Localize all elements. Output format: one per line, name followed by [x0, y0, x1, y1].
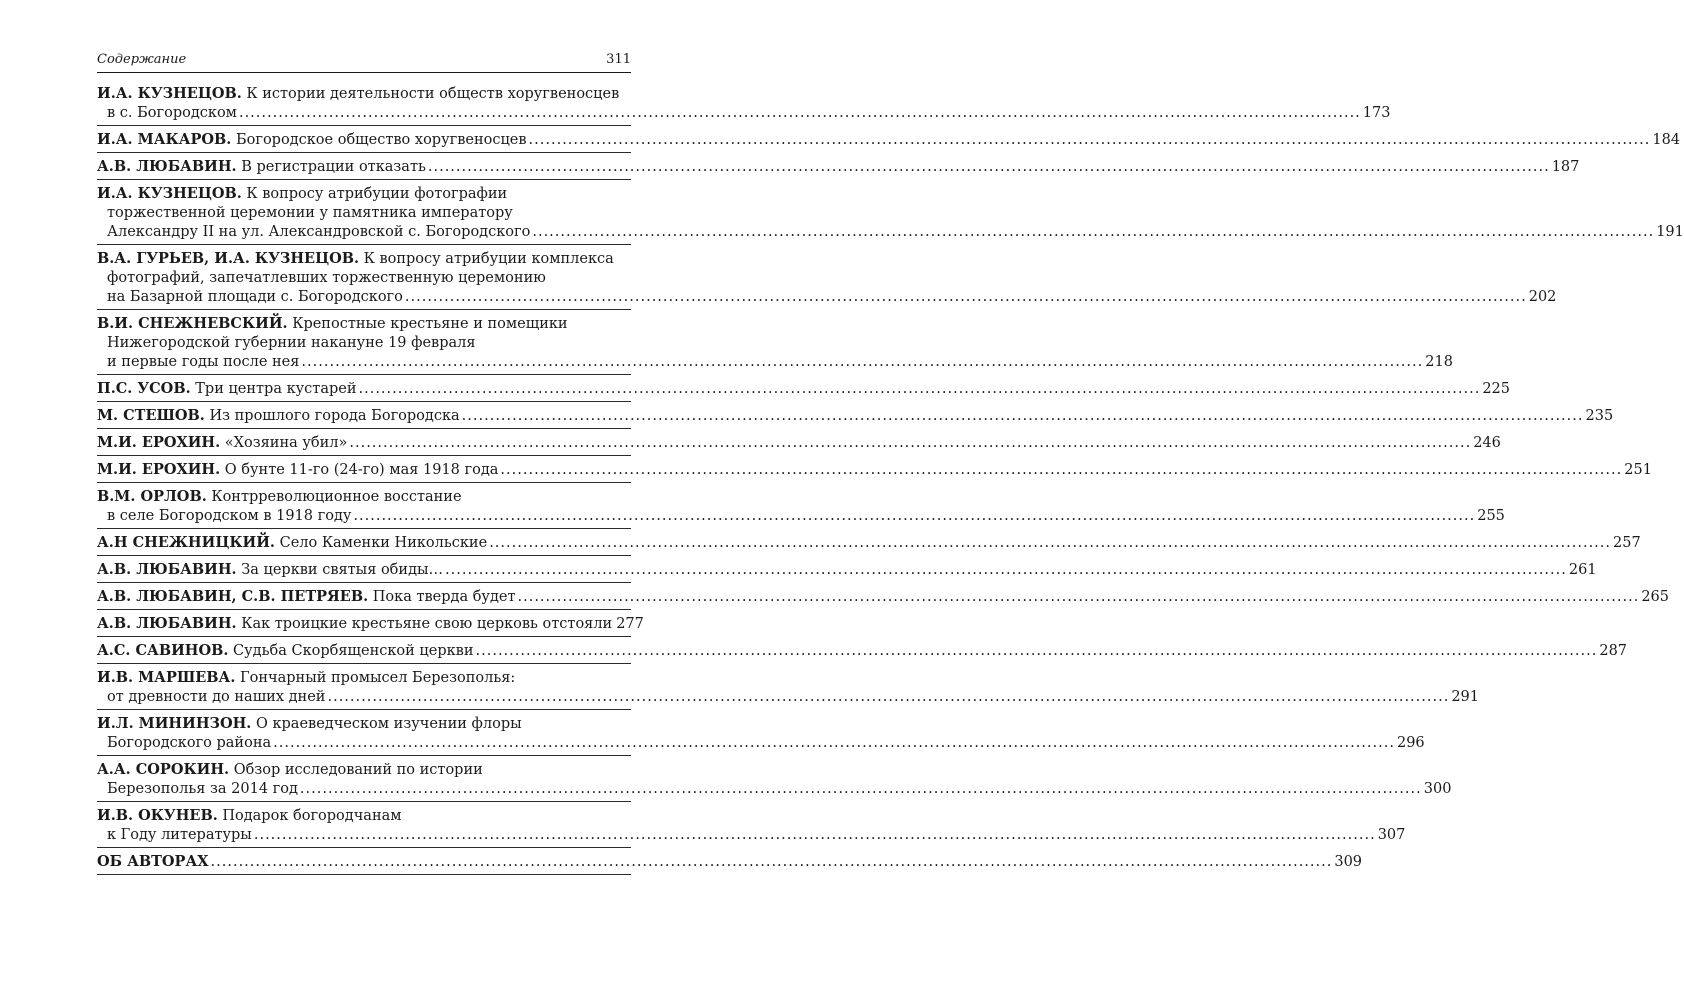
dot-leader: ........................................................................................................................................................................................................	[528, 132, 1651, 148]
toc-entry-page: 265	[1641, 589, 1670, 605]
toc-entry-title: и первые годы после нея	[107, 354, 300, 370]
toc-entry-title: Село Каменки Никольские	[279, 535, 488, 551]
toc-entry-title: Александру II на ул. Александровской с. Богородского	[107, 224, 531, 240]
toc-entry-author: М.И. ЕРОХИН.	[97, 434, 221, 451]
toc-entry-line	[97, 780, 1452, 799]
toc-entry-line	[97, 314, 631, 334]
dot-leader: ........................................................................................................................................................................................................	[500, 462, 1623, 478]
dot-leader: ........................................................................................................................................................................................................	[445, 562, 1567, 578]
toc-entry-author: А.А. СОРОКИН.	[97, 761, 230, 778]
toc-entry-line	[97, 734, 1425, 753]
toc-entry[interactable]	[97, 637, 1628, 664]
toc-entry-author: В.А. ГУРЬЕВ, И.А. КУЗНЕЦОВ.	[97, 250, 360, 267]
toc-entry[interactable]	[97, 848, 1363, 875]
toc-entry-page: 296	[1396, 735, 1425, 751]
toc-entry-title: к Году литературы	[107, 827, 252, 843]
toc-entry-line	[97, 334, 631, 353]
toc-entry[interactable]	[97, 80, 1391, 126]
toc-entry-line	[97, 433, 1501, 453]
toc-entry[interactable]	[97, 153, 1580, 180]
toc-entry-author: И.В. МАРШЕВА.	[97, 669, 236, 686]
toc-entry-title: Пока тверда будет	[372, 589, 516, 605]
dot-leader: ........................................................................................................................................................................................................	[327, 689, 1450, 705]
toc-entry-title: За церкви святыя обиды…	[241, 562, 444, 578]
toc-entry-author: И.В. ОКУНЕВ.	[97, 807, 218, 824]
dot-leader: ........................................................................................................................................................................................................	[301, 354, 1424, 370]
toc-entry-page: 307	[1377, 827, 1406, 843]
toc-entry-author: М. СТЕШОВ.	[97, 407, 205, 424]
dot-leader: ........................................................................................................................................................................................................	[404, 289, 1527, 305]
toc-entry-line	[97, 533, 1641, 553]
toc-entry-title: на Базарной площади с. Богородского	[107, 289, 403, 305]
toc-entry-line	[97, 249, 631, 269]
toc-entry[interactable]	[97, 402, 1614, 429]
dot-leader: ........................................................................................................................................................................................................	[517, 589, 1640, 605]
toc-entry-line	[97, 507, 1505, 526]
toc-entry[interactable]	[97, 610, 644, 637]
toc-entry[interactable]	[97, 583, 1670, 610]
toc-entry[interactable]	[97, 310, 1453, 375]
toc-entry-line	[97, 668, 631, 688]
header-rule	[97, 72, 631, 73]
toc-entry-author: А.В. ЛЮБАВИН.	[97, 561, 237, 578]
toc-entry-page: 309	[1334, 854, 1363, 870]
toc-entry-title: К вопросу атрибуции фотографии	[246, 186, 508, 202]
toc-entry-author: И.А. МАКАРОВ.	[97, 131, 232, 148]
toc-entry-page: 246	[1473, 435, 1501, 451]
toc-entry[interactable]	[97, 664, 1479, 710]
dot-leader: ........................................................................................................................................................................................................	[489, 535, 1612, 551]
toc-entry-author: А.Н СНЕЖНИЦКИЙ.	[97, 534, 275, 551]
toc-entry-page: 257	[1613, 535, 1641, 551]
toc-entry-title: фотографий, запечатлевших торжественную церемонию	[107, 270, 546, 286]
dot-leader: ........................................................................................................................................................................................................	[461, 408, 1584, 424]
toc-entry-line	[97, 269, 631, 288]
dot-leader: ........................................................................................................................................................................................................	[210, 854, 1333, 870]
dot-leader: ........................................................................................................................................................................................................	[358, 381, 1481, 397]
toc-entry-title: Обзор исследований по истории	[233, 762, 483, 778]
page-number: 311	[606, 52, 631, 67]
toc-entry-line	[97, 614, 644, 634]
toc-entry-line	[97, 379, 1511, 399]
toc-entry-line	[97, 806, 631, 826]
toc-entry[interactable]	[97, 126, 1681, 153]
toc-entry-title: Нижегородской губернии накануне 19 февраля	[107, 335, 476, 351]
toc-entry-title: Контрреволюционное восстание	[211, 489, 462, 505]
toc-entry-page: 255	[1477, 508, 1505, 524]
toc-entry-line	[97, 288, 1557, 307]
toc-entry-author: М.И. ЕРОХИН.	[97, 461, 221, 478]
table-of-contents	[97, 80, 1684, 875]
toc-entry-line	[97, 84, 631, 104]
dot-leader: ........................................................................................................................................................................................................	[353, 508, 1476, 524]
toc-entry[interactable]	[97, 756, 1452, 802]
toc-entry-title: Как троицкие крестьяне свою церковь отстояли	[241, 616, 613, 632]
dot-leader: ........................................................................................................................................................................................................	[349, 435, 1472, 451]
toc-entry-title: Березополья за 2014 год	[107, 781, 298, 797]
toc-entry-title: в селе Богородском в 1918 году	[107, 508, 352, 524]
toc-entry-page: 277	[616, 616, 644, 632]
toc-entry-page: 235	[1585, 408, 1614, 424]
toc-entry-line	[97, 760, 631, 780]
toc-entry-line	[97, 130, 1681, 150]
toc-entry-title: В регистрации отказать	[241, 159, 426, 175]
toc-entry-line	[97, 353, 1453, 372]
toc-entry-title: О краеведческом изучении флоры	[255, 716, 522, 732]
toc-entry-line	[97, 852, 1363, 872]
toc-entry-line	[97, 560, 1597, 580]
toc-entry-page: 225	[1482, 381, 1511, 397]
toc-entry-title: Три центра кустарей	[195, 381, 357, 397]
toc-entry[interactable]	[97, 802, 1406, 848]
dot-leader: ........................................................................................................................................................................................................	[475, 643, 1598, 659]
toc-entry-author: И.Л. МИНИНЗОН.	[97, 715, 252, 732]
toc-entry-page: 251	[1624, 462, 1652, 478]
toc-entry-page: 202	[1528, 289, 1557, 305]
toc-entry-title: от древности до наших дней	[107, 689, 326, 705]
toc-entry-author: ОБ АВТОРАХ	[97, 853, 209, 870]
toc-entry-line	[97, 714, 631, 734]
toc-entry-page: 218	[1425, 354, 1453, 370]
dot-leader: ........................................................................................................................................................................................................	[532, 224, 1655, 240]
toc-entry-page: 300	[1423, 781, 1452, 797]
toc-entry-line	[97, 826, 1406, 845]
toc-entry[interactable]	[97, 556, 1597, 583]
toc-entry[interactable]	[97, 529, 1641, 556]
dot-leader: ........................................................................................................................................................................................................	[273, 735, 1395, 751]
toc-entry-author: А.В. ЛЮБАВИН.	[97, 158, 237, 175]
dot-leader: ........................................................................................................................................................................................................	[238, 105, 1361, 121]
toc-entry-line	[97, 460, 1652, 480]
toc-entry-title: в с. Богородском	[107, 105, 237, 121]
toc-entry-line	[97, 641, 1628, 661]
toc-entry-title: Подарок богородчанам	[222, 808, 402, 824]
toc-entry-page: 184	[1652, 132, 1681, 148]
section-title: Содержание	[97, 52, 187, 67]
dot-leader: ........................................................................................................................................................................................................	[427, 159, 1550, 175]
toc-entry-page: 291	[1451, 689, 1479, 705]
toc-entry-line	[97, 157, 1580, 177]
toc-entry[interactable]	[97, 456, 1652, 483]
toc-entry-title: Гончарный промысел Березополья:	[240, 670, 516, 686]
toc-entry[interactable]	[97, 245, 1557, 310]
toc-entry-line	[97, 204, 631, 223]
toc-entry-line	[97, 487, 631, 507]
toc-entry-line	[97, 184, 631, 204]
toc-entry-title: Из прошлого города Богородска	[209, 408, 460, 424]
toc-entry-page: 187	[1551, 159, 1580, 175]
toc-entry-author: А.В. ЛЮБАВИН.	[97, 615, 237, 632]
toc-entry-page: 173	[1362, 105, 1391, 121]
toc-entry-author: И.А. КУЗНЕЦОВ.	[97, 185, 242, 202]
dot-leader: ........................................................................................................................................................................................................	[299, 781, 1422, 797]
toc-entry[interactable]	[97, 429, 1501, 456]
toc-entry-title: Богородского района	[107, 735, 272, 751]
toc-entry-title: Крепостные крестьяне и помещики	[292, 316, 568, 332]
toc-entry-author: П.С. УСОВ.	[97, 380, 191, 397]
toc-entry-author: В.И. СНЕЖНЕВСКИЙ.	[97, 315, 288, 332]
toc-entry-title: К истории деятельности обществ хоругвеносцев	[246, 86, 620, 102]
toc-entry-page: 261	[1568, 562, 1597, 578]
toc-entry-author: А.С. САВИНОВ.	[97, 642, 229, 659]
toc-entry-author: И.А. КУЗНЕЦОВ.	[97, 85, 242, 102]
toc-entry-line	[97, 587, 1670, 607]
toc-entry-title: Судьба Скорбященской церкви	[233, 643, 474, 659]
toc-entry-author: В.М. ОРЛОВ.	[97, 488, 207, 505]
running-header	[97, 52, 631, 72]
toc-entry-title: К вопросу атрибуции комплекса	[363, 251, 614, 267]
toc-entry-line	[97, 104, 1391, 123]
dot-leader: ........................................................................................................................................................................................................	[253, 827, 1376, 843]
toc-entry-line	[97, 406, 1614, 426]
toc-entry[interactable]	[97, 180, 1684, 245]
toc-entry-line	[97, 223, 1684, 242]
toc-entry[interactable]	[97, 483, 1505, 529]
toc-entry-title: Богородское общество хоругвеносцев	[235, 132, 527, 148]
toc-entry[interactable]	[97, 710, 1425, 756]
toc-entry-author: А.В. ЛЮБАВИН, С.В. ПЕТРЯЕВ.	[97, 588, 369, 605]
toc-entry-title: «Хозяина убил»	[224, 435, 348, 451]
toc-entry-page: 287	[1599, 643, 1628, 659]
toc-entry-page: 191	[1656, 224, 1684, 240]
toc-entry[interactable]	[97, 375, 1511, 402]
toc-entry-line	[97, 688, 1479, 707]
toc-entry-title: О бунте 11-го (24-го) мая 1918 года	[224, 462, 499, 478]
toc-entry-title: торжественной церемонии у памятника императору	[107, 205, 513, 221]
